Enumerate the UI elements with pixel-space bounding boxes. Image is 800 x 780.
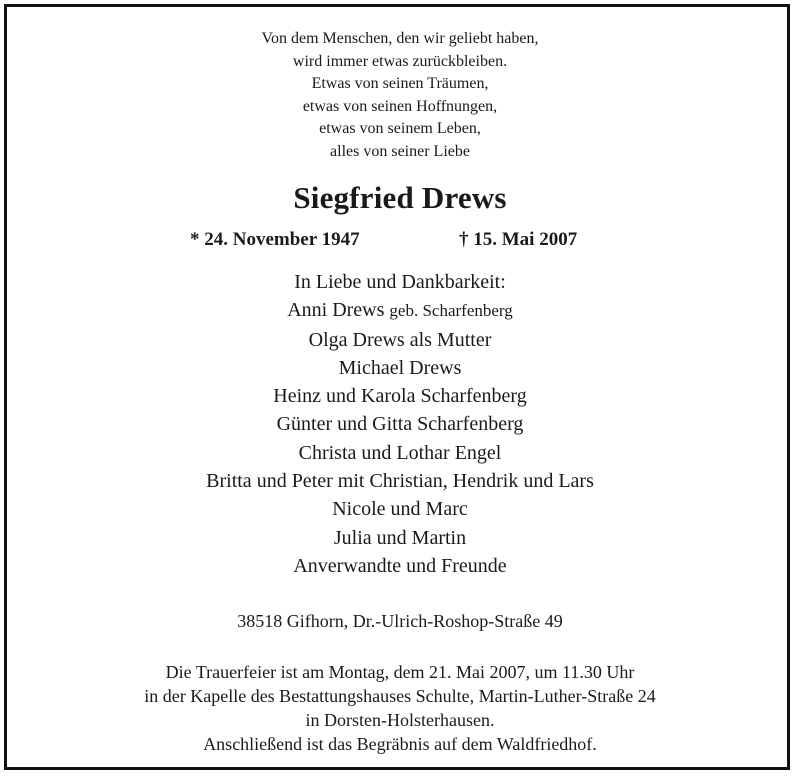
maiden-name-note: geb. Scharfenberg <box>389 301 513 321</box>
mourners-intro: In Liebe und Dankbarkeit: <box>294 271 506 293</box>
service-line: Die Trauerfeier ist am Montag, dem 21. Mai 2007, um 11.30 Uhr <box>165 662 635 682</box>
mourner-line: Günter und Gitta Scharfenberg <box>276 413 524 436</box>
poem-line: alles von seiner Liebe <box>330 142 470 160</box>
mourners-list <box>0 268 800 580</box>
mourner-line: Julia und Martin <box>333 526 467 549</box>
birth-date: * 24. November 1947 <box>190 229 360 250</box>
service-line: Anschließend ist das Begräbnis auf dem Waldfriedhof. <box>203 734 597 754</box>
poem-line: Von dem Menschen, den wir geliebt haben, <box>261 30 539 47</box>
memorial-poem <box>0 28 800 163</box>
mourner-line: Anverwandte und Freunde <box>293 554 507 577</box>
mourner-line: Nicole und Marc <box>332 498 468 521</box>
poem-line: wird immer etwas zurückbleiben. <box>292 52 508 70</box>
poem-line: etwas von seinen Hoffnungen, <box>302 97 498 115</box>
funeral-service-info <box>0 660 800 756</box>
poem-line: etwas von seinem Leben, <box>319 120 481 137</box>
mourner-line: Britta und Peter mit Christian, Hendrik und Lars <box>206 470 594 493</box>
mourner-line: Heinz und Karola Scharfenberg <box>273 385 527 408</box>
service-line: in Dorsten-Holsterhausen. <box>305 710 495 730</box>
service-line: in der Kapelle des Bestattungshauses Schulte, Martin-Luther-Straße 24 <box>144 686 656 706</box>
mourner-line: Olga Drews als Mutter <box>308 328 492 351</box>
mourner-line <box>0 296 800 325</box>
death-date: † 15. Mai 2007 <box>459 229 578 250</box>
family-address: 38518 Gifhorn, Dr.-Ulrich-Roshop-Straße 49 <box>237 611 563 631</box>
deceased-name: Siegfried Drews <box>293 180 507 215</box>
mourner-name: Anni Drews <box>287 299 385 322</box>
poem-line: Etwas von seinen Träumen, <box>311 75 489 92</box>
mourner-line: Michael Drews <box>338 356 462 379</box>
mourner-line: Christa und Lothar Engel <box>298 441 502 464</box>
